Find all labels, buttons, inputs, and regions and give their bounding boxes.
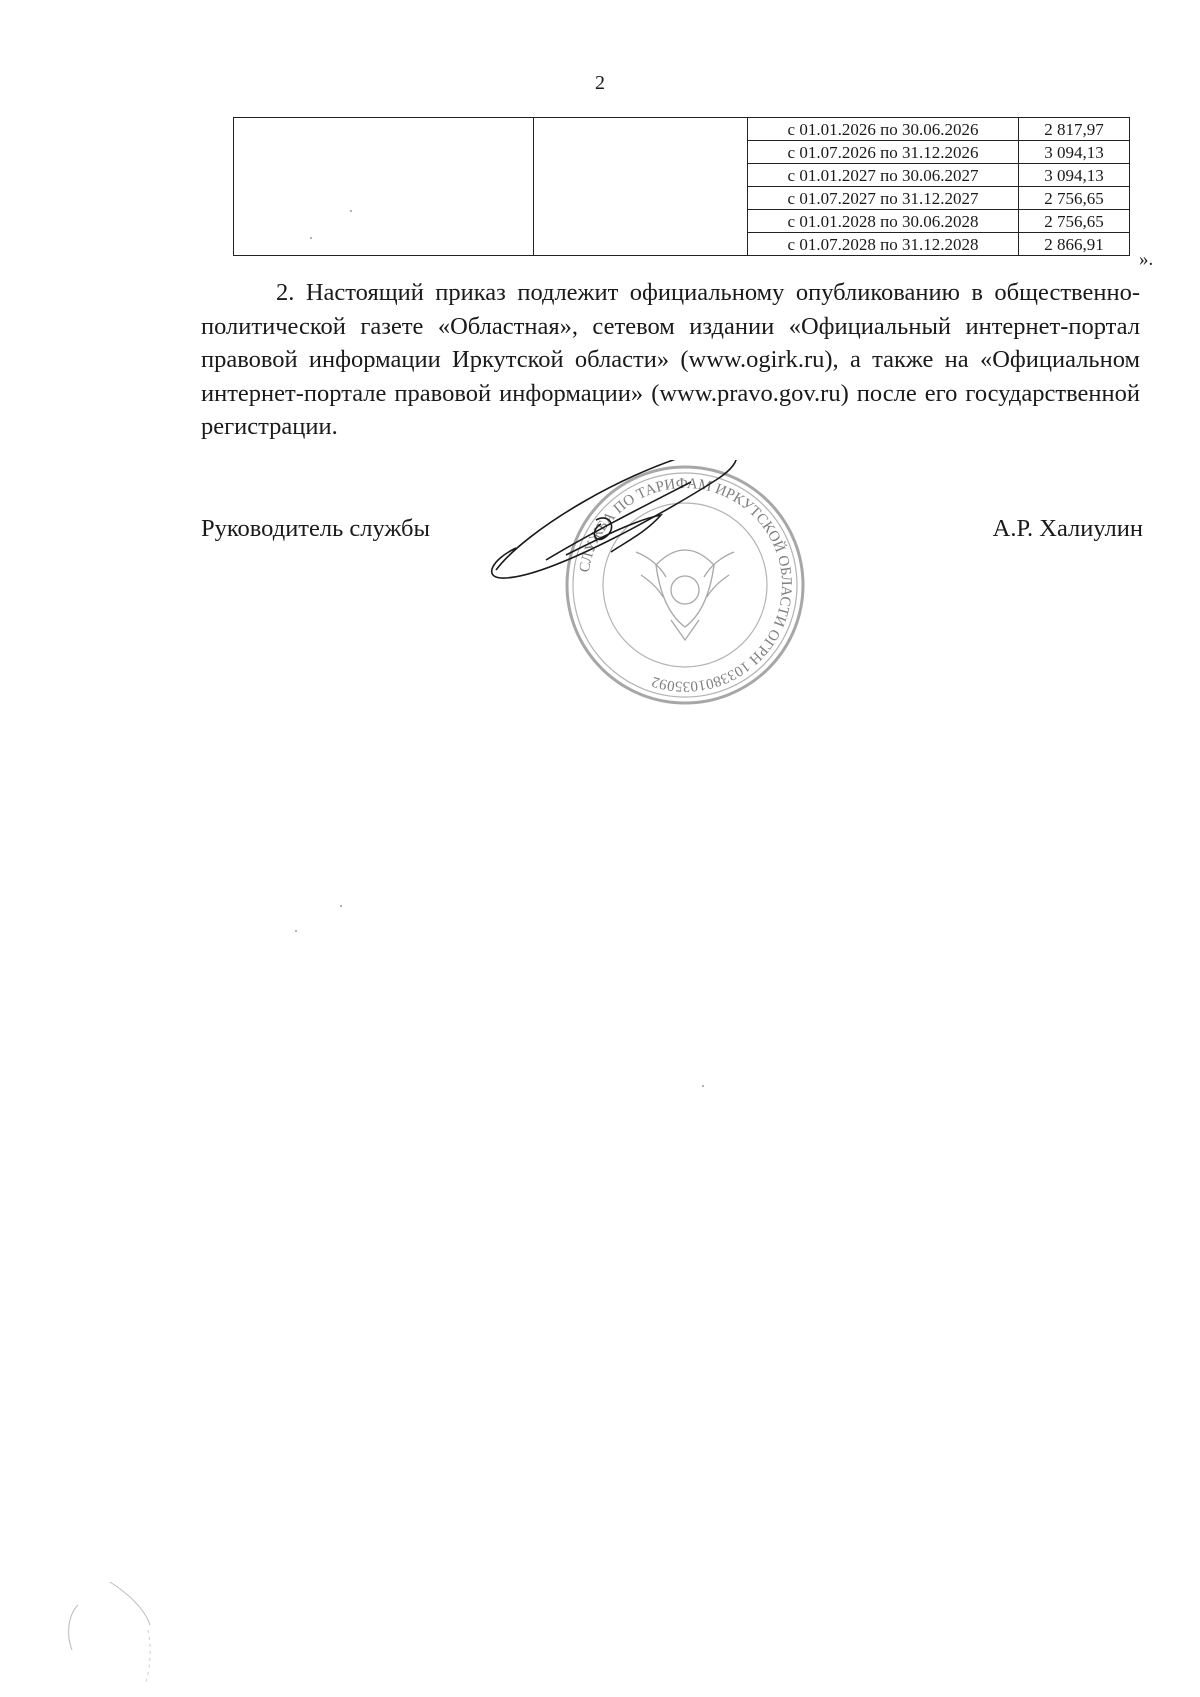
scan-speck <box>702 1085 704 1087</box>
scan-speck <box>350 210 352 212</box>
period-cell: с 01.07.2028 по 31.12.2028 <box>748 233 1019 256</box>
signer-name: А.Р. Халиулин <box>992 515 1143 542</box>
scan-speck <box>340 905 342 907</box>
period-cell: с 01.01.2027 по 30.06.2027 <box>748 164 1019 187</box>
coat-of-arms-icon <box>636 550 734 640</box>
scan-speck <box>295 930 297 932</box>
tariff-value-cell: 2 756,65 <box>1019 210 1130 233</box>
tariff-table <box>233 117 1130 256</box>
period-cell: с 01.01.2026 по 30.06.2026 <box>748 118 1019 141</box>
period-cell: с 01.07.2026 по 31.12.2026 <box>748 141 1019 164</box>
seal-and-signature-image <box>486 460 826 710</box>
seal-ring-text: СЛУЖБА ПО ТАРИФАМ ИРКУТСКОЙ ОБЛАСТИ ОГРН 1033801035092 <box>576 475 795 695</box>
period-cell: с 01.07.2027 по 31.12.2027 <box>748 187 1019 210</box>
closing-quote: ». <box>1139 249 1154 270</box>
empty-cell <box>534 118 748 256</box>
scan-corner-mark <box>60 1580 170 1690</box>
tariff-value-cell: 2 756,65 <box>1019 187 1130 210</box>
empty-cell <box>234 118 534 256</box>
table-row <box>234 118 1130 141</box>
official-seal <box>567 467 803 703</box>
tariff-value-cell: 2 866,91 <box>1019 233 1130 256</box>
tariff-value-cell: 3 094,13 <box>1019 164 1130 187</box>
tariff-value-cell: 2 817,97 <box>1019 118 1130 141</box>
publication-paragraph: 2. Настоящий приказ подлежит официальному опубликованию в общественно-политической газете «Областная», сетевом издании «Официальный интернет-портал правовой информации Иркутской области» (www.ogirk.ru), а также на «Официальном интернет-портале правовой информации» (www.pravo.gov.ru) после его государственной регистрации. <box>201 279 1140 440</box>
tariff-value-cell: 3 094,13 <box>1019 141 1130 164</box>
page-number: 2 <box>595 72 605 94</box>
signer-position: Руководитель службы <box>201 515 430 542</box>
period-cell: с 01.01.2028 по 30.06.2028 <box>748 210 1019 233</box>
scan-speck <box>310 237 312 239</box>
